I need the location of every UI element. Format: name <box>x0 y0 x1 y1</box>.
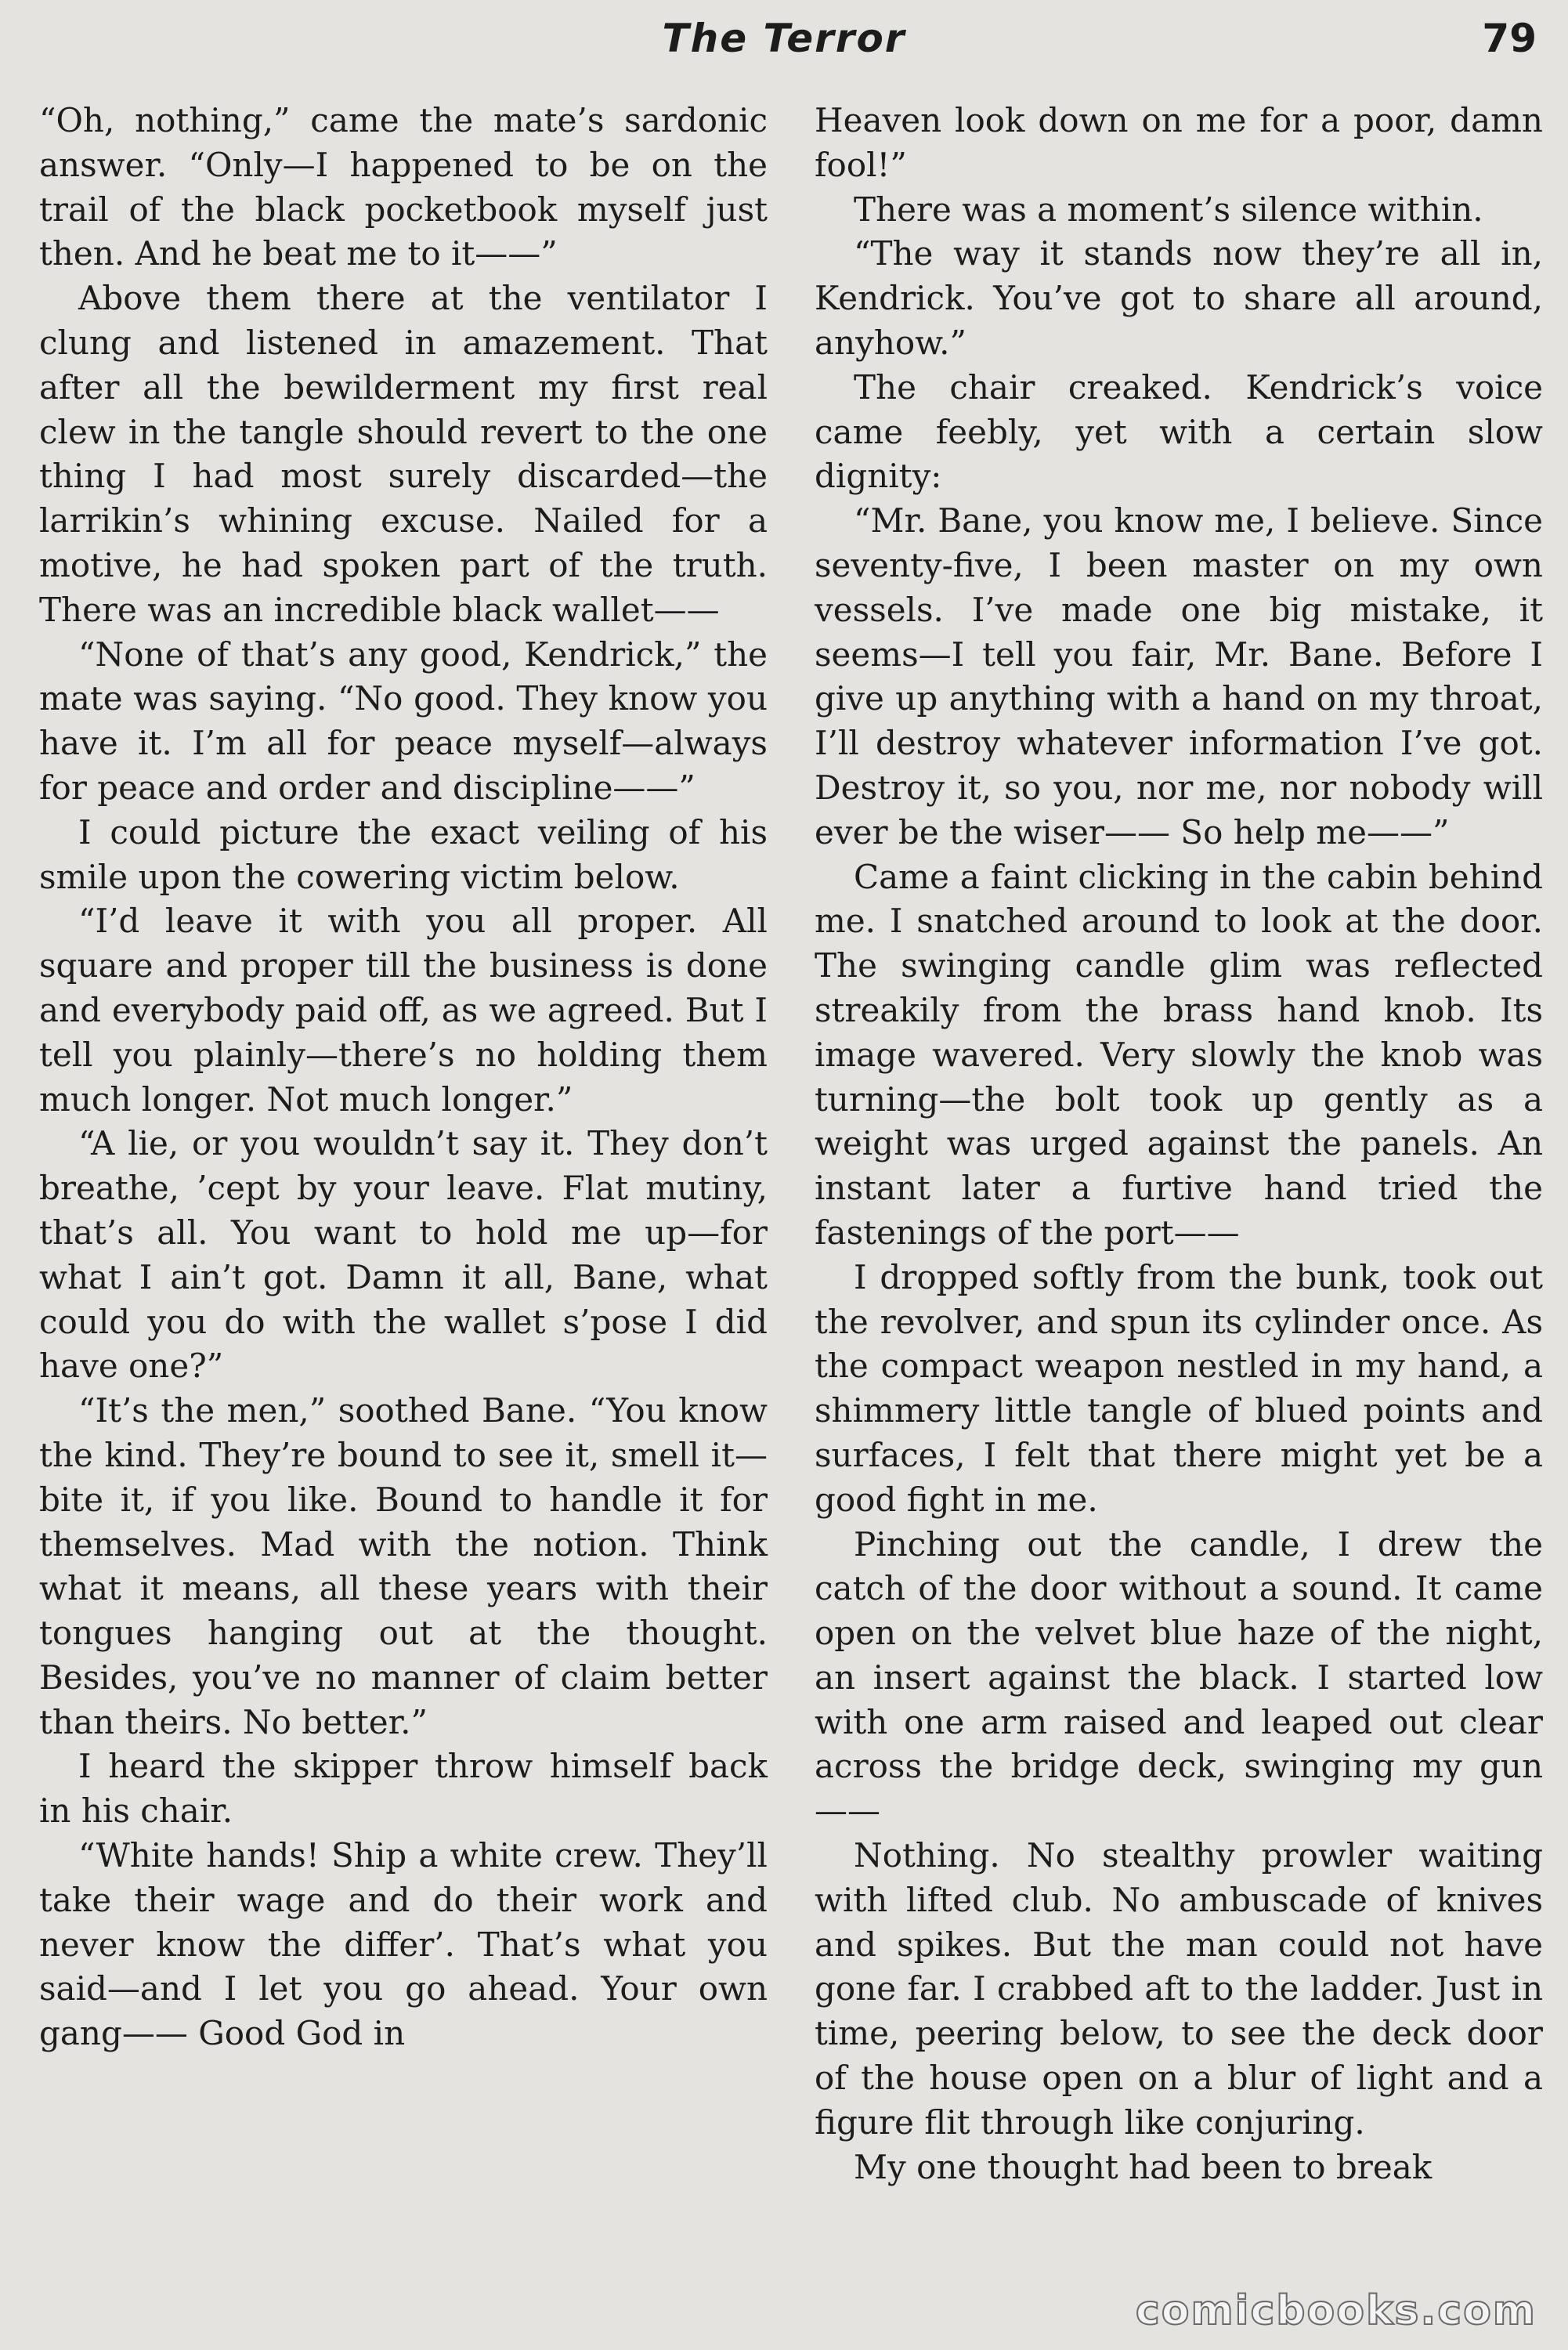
paragraph: “None of that’s any good, Kendrick,” the mate was saying. “No good. They know you have it. I’m all for peace myself—always for peace and order and discipline——” <box>39 634 768 807</box>
paragraph: “Oh, nothing,” came the mate’s sardonic answer. “Only—I happened to be on the trail of the black pocketbook myself just then. And he beat me to it——” <box>39 101 768 273</box>
paragraph: “A lie, or you wouldn’t say it. They don’t breathe, ’cept by your leave. Flat mutiny, that’s all. You want to hold me up—for what I ain’t got. Damn it all, Bane, what could you do with the wallet s’pose I did have one?” <box>39 1124 768 1386</box>
paragraph: “The way it stands now they’re all in, Kendrick. You’ve got to share all around, anyhow.” <box>815 234 1543 362</box>
paragraph: I dropped softly from the bunk, took out the revolver, and spun its cylinder once. As the compact weapon nestled in my hand, a shimmery little tangle of blued points and surfaces, I felt that there might yet be a good fight in me. <box>815 1257 1543 1519</box>
paragraph: “Mr. Bane, you know me, I believe. Since seventy-five, I been master on my own vessels. I’ve made one big mistake, it seems—I tell you fair, Mr. Bane. Before I give up anything with a hand on my throat, I’ll destroy whatever information I’ve got. Destroy it, so you, nor me, nor nobody will ever be the wiser—— So help me——” <box>815 501 1543 851</box>
page-header <box>0 16 1568 78</box>
paragraph: There was a moment’s silence within. <box>854 190 1483 229</box>
paragraph: I could picture the exact veiling of his smile upon the cowering victim below. <box>39 812 768 896</box>
running-title: The Terror <box>662 16 906 61</box>
paragraph: Came a faint clicking in the cabin behind me. I snatched around to look at the door. The swinging candle glim was reflected streakily from the brass hand knob. Its image wavered. Very slowly the knob was turning—the bolt took up gently as a weight was urged against the panels. An instant later a furtive hand tried the fastenings of the port—— <box>815 857 1543 1252</box>
paragraph: “White hands! Ship a white crew. They’ll take their wage and do their work and never know the differ’. That’s what you said—and I let you go ahead. Your own gang—— Good God in <box>39 1836 768 2053</box>
paragraph: My one thought had been to break <box>854 2147 1433 2186</box>
paragraph: The chair creaked. Kendrick’s voice came feebly, yet with a certain slow dignity: <box>815 367 1543 496</box>
paragraph: “It’s the men,” soothed Bane. “You know the kind. They’re bound to see it, smell it—bite it, if you like. Bound to handle it for themselves. Mad with the notion. Think what it means, all these years with their tongues hanging out at the thought. Besides, you’ve no manner of claim better than theirs. No better.” <box>39 1391 768 1741</box>
paragraph: Nothing. No stealthy prowler waiting with lifted club. No ambuscade of knives and spikes. But the man could not have gone far. I crabbed aft to the ladder. Just in time, peering below, to see the deck door of the house open on a blur of light and a figure flit through like conjuring. <box>815 1836 1543 2142</box>
paragraph: Heaven look down on me for a poor, damn fool!” <box>815 101 1543 184</box>
right-column <box>815 99 1543 2189</box>
paragraph: Above them there at the ventilator I clung and listened in amazement. That after all the bewilderment my first real clew in the tangle should revert to the one thing I had most surely discarded—the larrikin’s whining excuse. Nailed for a motive, he had spoken part of the truth. There was an incredible black wallet—— <box>39 279 768 629</box>
paragraph: “I’d leave it with you all proper. All square and proper till the business is done and everybody paid off, as we agreed. But I tell you plainly—there’s no holding them much longer. Not much longer.” <box>39 902 768 1119</box>
left-column <box>39 99 768 2056</box>
page-number: 79 <box>1482 16 1537 61</box>
paragraph: Pinching out the candle, I drew the catch of the door without a sound. It came open on the velvet blue haze of the night, an insert against the black. I started low with one arm raised and leaped out clear across the bridge deck, swinging my gun—— <box>815 1524 1543 1831</box>
paragraph: I heard the skipper throw himself back in his chair. <box>39 1747 768 1831</box>
watermark: comicbooks.com <box>1135 2287 1537 2334</box>
